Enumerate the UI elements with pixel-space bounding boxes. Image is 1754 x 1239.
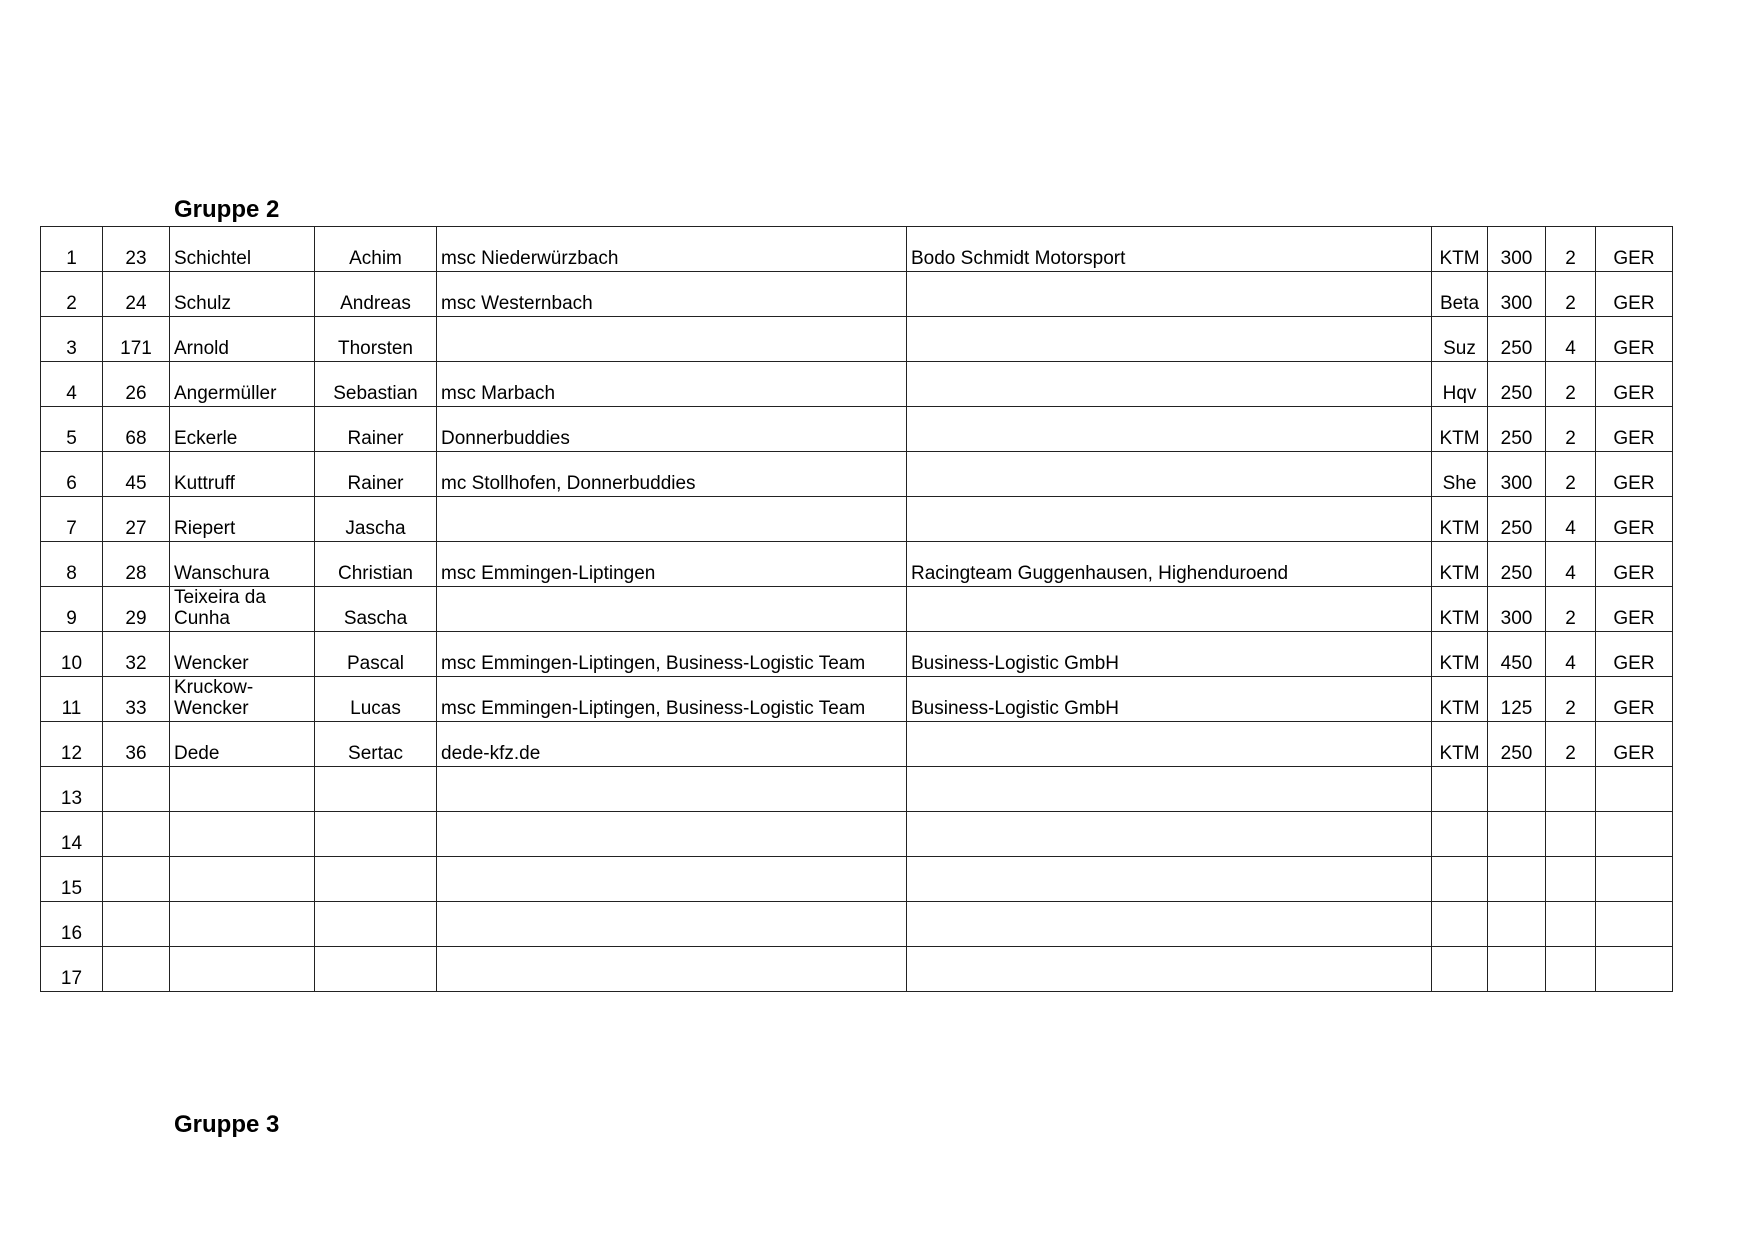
last-name-cell: Teixeira da Cunha [170, 587, 315, 632]
table-row [41, 947, 1673, 992]
group-2-title: Gruppe 2 [174, 196, 280, 223]
stroke-cell [1546, 947, 1596, 992]
brand-cell: Suz [1432, 317, 1488, 362]
team-cell [907, 722, 1432, 767]
table-row [41, 407, 1673, 452]
team-cell [907, 587, 1432, 632]
first-name-cell: Rainer [315, 452, 437, 497]
position-cell: 4 [41, 362, 103, 407]
table-row [41, 542, 1673, 587]
club-cell: msc Emmingen-Liptingen, Business-Logistic Team [437, 632, 907, 677]
displacement-cell: 300 [1488, 227, 1546, 272]
first-name-cell [315, 812, 437, 857]
last-name-cell: Schulz [170, 272, 315, 317]
team-cell [907, 452, 1432, 497]
stroke-cell: 2 [1546, 227, 1596, 272]
nation-cell [1596, 947, 1673, 992]
displacement-cell [1488, 902, 1546, 947]
nation-cell: GER [1596, 362, 1673, 407]
start-number-cell [103, 902, 170, 947]
start-number-cell: 45 [103, 452, 170, 497]
brand-cell [1432, 767, 1488, 812]
start-number-cell: 26 [103, 362, 170, 407]
last-name-cell: Angermüller [170, 362, 315, 407]
club-cell [437, 497, 907, 542]
start-number-cell: 68 [103, 407, 170, 452]
club-cell [437, 947, 907, 992]
last-name-cell: Schichtel [170, 227, 315, 272]
stroke-cell: 4 [1546, 632, 1596, 677]
brand-cell [1432, 902, 1488, 947]
position-cell: 15 [41, 857, 103, 902]
nation-cell [1596, 857, 1673, 902]
team-cell: Business-Logistic GmbH [907, 632, 1432, 677]
displacement-cell: 300 [1488, 272, 1546, 317]
displacement-cell: 300 [1488, 452, 1546, 497]
nation-cell: GER [1596, 272, 1673, 317]
brand-cell: Hqv [1432, 362, 1488, 407]
last-name-cell: Arnold [170, 317, 315, 362]
position-cell: 2 [41, 272, 103, 317]
table-row [41, 317, 1673, 362]
position-cell: 12 [41, 722, 103, 767]
table-row [41, 362, 1673, 407]
position-cell: 16 [41, 902, 103, 947]
club-cell [437, 767, 907, 812]
team-cell [907, 947, 1432, 992]
club-cell: msc Marbach [437, 362, 907, 407]
last-name-cell: Wencker [170, 632, 315, 677]
start-number-cell: 28 [103, 542, 170, 587]
club-cell: msc Westernbach [437, 272, 907, 317]
start-number-cell: 24 [103, 272, 170, 317]
position-cell: 14 [41, 812, 103, 857]
first-name-cell: Lucas [315, 677, 437, 722]
club-cell [437, 857, 907, 902]
nation-cell: GER [1596, 722, 1673, 767]
table-row [41, 902, 1673, 947]
start-number-cell: 29 [103, 587, 170, 632]
stroke-cell [1546, 812, 1596, 857]
table-row [41, 587, 1673, 632]
team-cell [907, 317, 1432, 362]
club-cell [437, 587, 907, 632]
team-cell [907, 362, 1432, 407]
nation-cell [1596, 767, 1673, 812]
brand-cell: KTM [1432, 677, 1488, 722]
start-number-cell [103, 947, 170, 992]
club-cell: msc Emmingen-Liptingen [437, 542, 907, 587]
participants-table-body [41, 227, 1673, 992]
position-cell: 11 [41, 677, 103, 722]
nation-cell: GER [1596, 497, 1673, 542]
start-number-cell: 27 [103, 497, 170, 542]
stroke-cell: 2 [1546, 362, 1596, 407]
stroke-cell: 2 [1546, 407, 1596, 452]
first-name-cell: Andreas [315, 272, 437, 317]
team-cell [907, 902, 1432, 947]
team-cell [907, 407, 1432, 452]
nation-cell: GER [1596, 407, 1673, 452]
first-name-cell [315, 767, 437, 812]
club-cell: Donnerbuddies [437, 407, 907, 452]
table-row [41, 227, 1673, 272]
stroke-cell: 4 [1546, 542, 1596, 587]
stroke-cell: 2 [1546, 587, 1596, 632]
displacement-cell [1488, 857, 1546, 902]
brand-cell [1432, 947, 1488, 992]
position-cell: 13 [41, 767, 103, 812]
position-cell: 1 [41, 227, 103, 272]
position-cell: 8 [41, 542, 103, 587]
last-name-cell: Wanschura [170, 542, 315, 587]
team-cell: Business-Logistic GmbH [907, 677, 1432, 722]
brand-cell: KTM [1432, 407, 1488, 452]
stroke-cell: 2 [1546, 677, 1596, 722]
displacement-cell: 250 [1488, 407, 1546, 452]
brand-cell: KTM [1432, 497, 1488, 542]
last-name-cell [170, 812, 315, 857]
displacement-cell: 250 [1488, 542, 1546, 587]
position-cell: 5 [41, 407, 103, 452]
stroke-cell: 2 [1546, 452, 1596, 497]
brand-cell [1432, 857, 1488, 902]
start-number-cell: 32 [103, 632, 170, 677]
last-name-cell [170, 947, 315, 992]
club-cell: msc Niederwürzbach [437, 227, 907, 272]
last-name-cell: Kruckow-Wencker [170, 677, 315, 722]
team-cell: Bodo Schmidt Motorsport [907, 227, 1432, 272]
nation-cell [1596, 812, 1673, 857]
position-cell: 6 [41, 452, 103, 497]
displacement-cell: 250 [1488, 317, 1546, 362]
last-name-cell: Riepert [170, 497, 315, 542]
team-cell [907, 767, 1432, 812]
displacement-cell: 125 [1488, 677, 1546, 722]
club-cell: dede-kfz.de [437, 722, 907, 767]
team-cell: Racingteam Guggenhausen, Highenduroend [907, 542, 1432, 587]
brand-cell: KTM [1432, 632, 1488, 677]
group-3-title: Gruppe 3 [174, 1111, 280, 1138]
first-name-cell: Sertac [315, 722, 437, 767]
team-cell [907, 812, 1432, 857]
last-name-cell: Dede [170, 722, 315, 767]
last-name-cell [170, 857, 315, 902]
position-cell: 3 [41, 317, 103, 362]
brand-cell: KTM [1432, 587, 1488, 632]
last-name-cell [170, 767, 315, 812]
nation-cell: GER [1596, 542, 1673, 587]
first-name-cell: Pascal [315, 632, 437, 677]
table-row [41, 632, 1673, 677]
start-number-cell: 33 [103, 677, 170, 722]
table-row [41, 272, 1673, 317]
start-number-cell [103, 857, 170, 902]
start-number-cell [103, 812, 170, 857]
stroke-cell: 4 [1546, 317, 1596, 362]
brand-cell: She [1432, 452, 1488, 497]
first-name-cell: Sascha [315, 587, 437, 632]
team-cell [907, 272, 1432, 317]
nation-cell: GER [1596, 632, 1673, 677]
stroke-cell [1546, 857, 1596, 902]
brand-cell: KTM [1432, 542, 1488, 587]
stroke-cell [1546, 902, 1596, 947]
table-row [41, 677, 1673, 722]
position-cell: 9 [41, 587, 103, 632]
start-number-cell: 36 [103, 722, 170, 767]
nation-cell: GER [1596, 452, 1673, 497]
position-cell: 7 [41, 497, 103, 542]
club-cell [437, 812, 907, 857]
first-name-cell: Christian [315, 542, 437, 587]
brand-cell: Beta [1432, 272, 1488, 317]
nation-cell: GER [1596, 587, 1673, 632]
first-name-cell [315, 857, 437, 902]
start-number-cell: 171 [103, 317, 170, 362]
table-row [41, 812, 1673, 857]
first-name-cell: Sebastian [315, 362, 437, 407]
stroke-cell: 4 [1546, 497, 1596, 542]
participants-table [40, 226, 1673, 992]
displacement-cell [1488, 947, 1546, 992]
first-name-cell: Jascha [315, 497, 437, 542]
table-row [41, 722, 1673, 767]
displacement-cell: 450 [1488, 632, 1546, 677]
displacement-cell: 300 [1488, 587, 1546, 632]
first-name-cell: Achim [315, 227, 437, 272]
stroke-cell: 2 [1546, 272, 1596, 317]
brand-cell: KTM [1432, 722, 1488, 767]
first-name-cell [315, 947, 437, 992]
displacement-cell: 250 [1488, 362, 1546, 407]
club-cell [437, 317, 907, 362]
last-name-cell [170, 902, 315, 947]
displacement-cell: 250 [1488, 497, 1546, 542]
first-name-cell: Rainer [315, 407, 437, 452]
club-cell: mc Stollhofen, Donnerbuddies [437, 452, 907, 497]
nation-cell: GER [1596, 677, 1673, 722]
team-cell [907, 857, 1432, 902]
club-cell [437, 902, 907, 947]
last-name-cell: Eckerle [170, 407, 315, 452]
first-name-cell: Thorsten [315, 317, 437, 362]
displacement-cell: 250 [1488, 722, 1546, 767]
nation-cell: GER [1596, 317, 1673, 362]
brand-cell: KTM [1432, 227, 1488, 272]
displacement-cell [1488, 812, 1546, 857]
team-cell [907, 497, 1432, 542]
table-row [41, 497, 1673, 542]
stroke-cell [1546, 767, 1596, 812]
displacement-cell [1488, 767, 1546, 812]
club-cell: msc Emmingen-Liptingen, Business-Logistic Team [437, 677, 907, 722]
brand-cell [1432, 812, 1488, 857]
table-row [41, 767, 1673, 812]
nation-cell [1596, 902, 1673, 947]
last-name-cell: Kuttruff [170, 452, 315, 497]
start-number-cell [103, 767, 170, 812]
first-name-cell [315, 902, 437, 947]
nation-cell: GER [1596, 227, 1673, 272]
start-number-cell: 23 [103, 227, 170, 272]
position-cell: 10 [41, 632, 103, 677]
table-row [41, 452, 1673, 497]
stroke-cell: 2 [1546, 722, 1596, 767]
table-row [41, 857, 1673, 902]
position-cell: 17 [41, 947, 103, 992]
